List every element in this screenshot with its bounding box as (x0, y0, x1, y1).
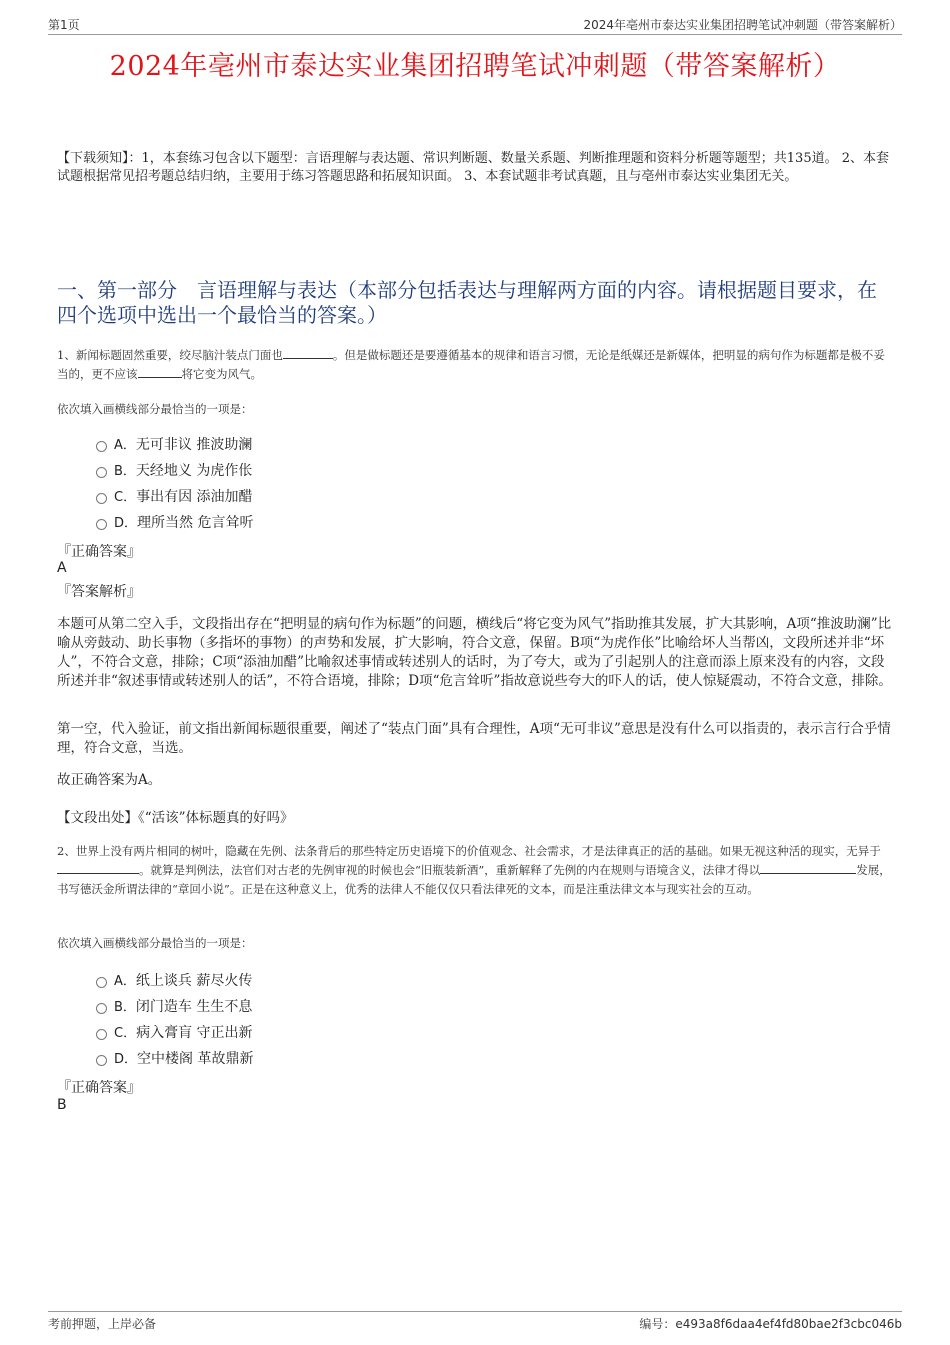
download-notice: 【下载须知】：1，本套练习包含以下题型：言语理解与表达题、常识判断题、数量关系题、判断推理题和资料分析题等题型；共135道。 2、本套试题根据常见招考题总结归纳，主要用于练习答题思路和拓展知识面。 3、本套试题非考试真题，且与亳州市泰达实业集团无关。 (57, 151, 889, 184)
section-heading: 一、第一部分 言语理解与表达（本部分包括表达与理解两方面的内容。请根据题目要求，在四个选项中选出一个最恰当的答案。） (57, 278, 877, 327)
radio-icon[interactable] (96, 441, 107, 452)
q2-answer: B (57, 1097, 67, 1113)
radio-icon[interactable] (96, 467, 107, 478)
q2-blank-1 (57, 861, 139, 874)
q1-option-b[interactable]: B．天经地义 为虎作伥 (96, 458, 253, 484)
q1-analysis-p3: 故正确答案为A。 (57, 772, 162, 788)
q2-text-3: 发展，书写德沃金所谓法律的“章回小说”。正是在这种意义上，优秀的法律人不能仅仅只看法律死的文本，而是注重法律文本与现实社会的互动。 (57, 863, 891, 896)
q2-text-2: 。就算是判例法，法官们对古老的先例审视的时候也会“旧瓶装新酒”，重新解释了先例的内在规则与语境含义，法律才得以 (139, 863, 761, 877)
q1-answer-label: 『正确答案』 (57, 544, 141, 560)
q1-analysis-label: 『答案解析』 (57, 584, 141, 600)
radio-icon[interactable] (96, 977, 107, 988)
q2-blank-2 (760, 861, 856, 874)
q1-blank-1 (283, 346, 333, 359)
q2-option-d[interactable]: D．空中楼阁 革故鼎新 (96, 1046, 253, 1072)
question-1-stem (57, 346, 893, 384)
q2-option-c[interactable]: C．病入膏肓 守正出新 (96, 1020, 253, 1046)
question-2-stem (57, 842, 893, 899)
q1-analysis-p1: 本题可从第二空入手，文段指出存在“把明显的病句作为标题”的问题，横线后“将它变为风气”指助推其发展，扩大其影响，A项“推波助澜”比喻从旁鼓动、助长事物（多指坏的事物）的声势和发展，扩大影响，符合文意，保留。B项“为虎作伥”比喻给坏人当帮凶，文段所述并非“坏人”，不符合文意，排除；C项“添油加醋”比喻叙述事情或转述别人的话时，为了夸大，或为了引起别人的注意而添上原来没有的内容，文段所述并非“叙述事情或转述别人的话”，不符合语境，排除；D项“危言耸听”指故意说些夸大的吓人的话，使人惊疑震动，不符合文意，排除。 (57, 616, 892, 689)
q1-analysis-p2: 第一空，代入验证，前文指出新闻标题很重要，阐述了“装点门面”具有合理性，A项“无可非议”意思是没有什么可以指责的，表示言行合乎情理，符合文意，当选。 (57, 721, 891, 756)
page-footer (48, 1311, 902, 1334)
footer-slogan: 考前押题，上岸必备 (48, 1317, 157, 1331)
radio-icon[interactable] (96, 1003, 107, 1014)
q2-options (96, 968, 253, 1072)
q1-text-1: 1、新闻标题固然重要，绞尽脑汁装点门面也 (57, 348, 283, 362)
page-number: 第1页 (48, 18, 80, 32)
header-doc-title: 2024年亳州市泰达实业集团招聘笔试冲刺题（带答案解析） (583, 18, 902, 32)
document-title: 2024年亳州市泰达实业集团招聘笔试冲刺题（带答案解析） (109, 51, 841, 82)
q1-option-a[interactable]: A．无可非议 推波助澜 (96, 432, 253, 458)
footer-serial: 编号：e493a8f6daa4ef4fd80bae2f3cbc046b (639, 1317, 902, 1331)
q2-text-1: 2、世界上没有两片相同的树叶，隐藏在先例、法条背后的那些特定历史语境下的价值观念、社会需求，才是法律真正的活的基础。如果无视这种活的现实，无异于 (57, 844, 881, 858)
q1-option-d[interactable]: D．理所当然 危言耸听 (96, 510, 253, 536)
q2-option-a[interactable]: A．纸上谈兵 薪尽火传 (96, 968, 253, 994)
radio-icon[interactable] (96, 1029, 107, 1040)
q2-option-b[interactable]: B．闭门造车 生生不息 (96, 994, 253, 1020)
q2-prompt: 依次填入画横线部分最恰当的一项是： (57, 936, 253, 950)
q1-prompt: 依次填入画横线部分最恰当的一项是： (57, 402, 253, 416)
q1-option-c[interactable]: C．事出有因 添油加醋 (96, 484, 253, 510)
q1-source: 【文段出处】《“活该”体标题真的好吗》 (57, 810, 294, 826)
q1-options (96, 432, 253, 536)
q1-text-3: 将它变为风气。 (181, 367, 262, 381)
q1-blank-2 (138, 365, 182, 378)
radio-icon[interactable] (96, 519, 107, 530)
q2-answer-label: 『正确答案』 (57, 1080, 141, 1096)
q1-answer: A (57, 560, 67, 576)
radio-icon[interactable] (96, 493, 107, 504)
page-header (48, 14, 902, 35)
q1-text-2: 。但是做标题还是要遵循基本的规律和语言习惯，无论是纸媒还是新媒体，把明显的病句作为标题都是极不妥当的，更不应该 (57, 348, 885, 381)
radio-icon[interactable] (96, 1055, 107, 1066)
